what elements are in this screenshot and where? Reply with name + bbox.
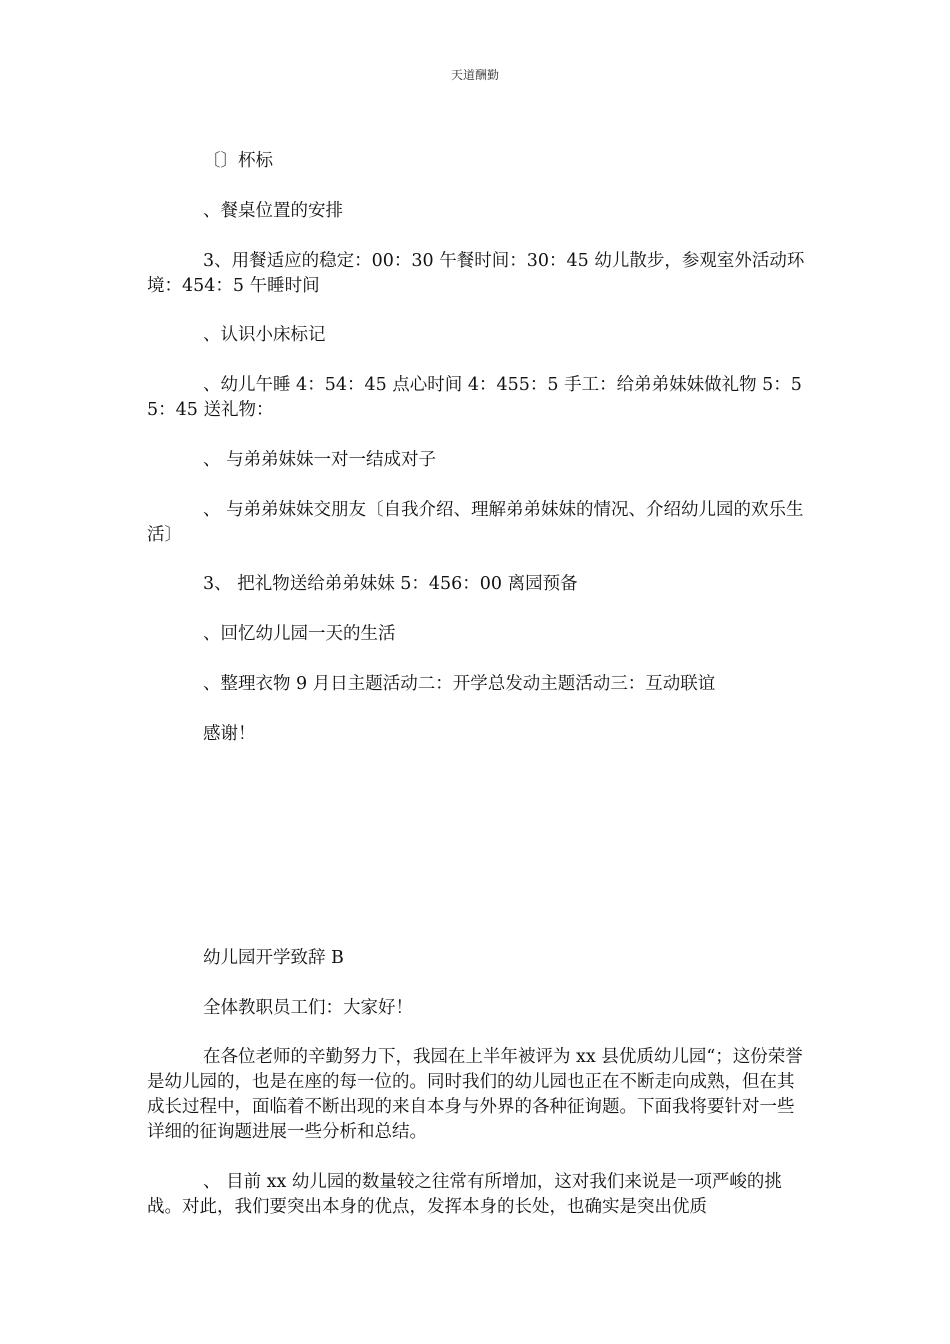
- paragraph-pairing: 、 与弟弟妹妹一对一结成对子: [203, 450, 437, 470]
- paragraph-table-arrangement: 、餐桌位置的安排: [203, 201, 343, 221]
- paragraph-nap-schedule: 、幼儿午睡 4：54：45 点心时间 4：455：5 手工：给弟弟妹妹做礼物 5：55：45 送礼物：: [147, 375, 802, 420]
- paragraph-give-gifts: 3、 把礼物送给弟弟妹妹 5：456：00 离园预备: [203, 574, 578, 594]
- section-title: 幼儿园开学致辞 B: [203, 948, 344, 968]
- paragraph-make-friends: 、 与弟弟妹妹交朋友〔自我介绍、理解弟弟妹妹的情况、介绍幼儿园的欢乐生活〕: [147, 500, 804, 545]
- page-header: 天道酬勤: [450, 68, 499, 82]
- paragraph-theme-activities: 、整理衣物 9 月日主题活动二：开学总发动主题活动三：互动联谊: [203, 674, 716, 694]
- paragraph-honor: 在各位老师的辛勤努力下，我园在上半年被评为 xx 县优质幼儿园“；这份荣誉是幼儿园的，也是在座的每一位的。同时我们的幼儿园也正在不断走向成熟，但在其成长过程中，面临着不断出现的来自本身与外界的各种征询题。下面我将要针对一些详细的征询题进展一些分析和总结。: [147, 1047, 803, 1142]
- paragraph-meal-schedule: 3、用餐适应的稳定：00：30 午餐时间：30：45 幼儿散步，参观室外活动环境：454：5 午睡时间: [147, 251, 805, 296]
- paragraph-recall-day: 、回忆幼儿园一天的生活: [203, 624, 396, 644]
- paragraph-cup-label: 〔〕杯标: [203, 151, 273, 171]
- paragraph-greeting: 全体教职员工们：大家好！: [203, 998, 413, 1018]
- paragraph-thanks: 感谢！: [203, 724, 256, 744]
- paragraph-bed-marks: 、认识小床标记: [203, 325, 326, 345]
- paragraph-challenge: 、 目前 xx 幼儿园的数量较之往常有所增加，这对我们来说是一项严峻的挑战。对此，我们要突出本身的优点，发挥本身的长处，也确实是突出优质: [147, 1172, 782, 1217]
